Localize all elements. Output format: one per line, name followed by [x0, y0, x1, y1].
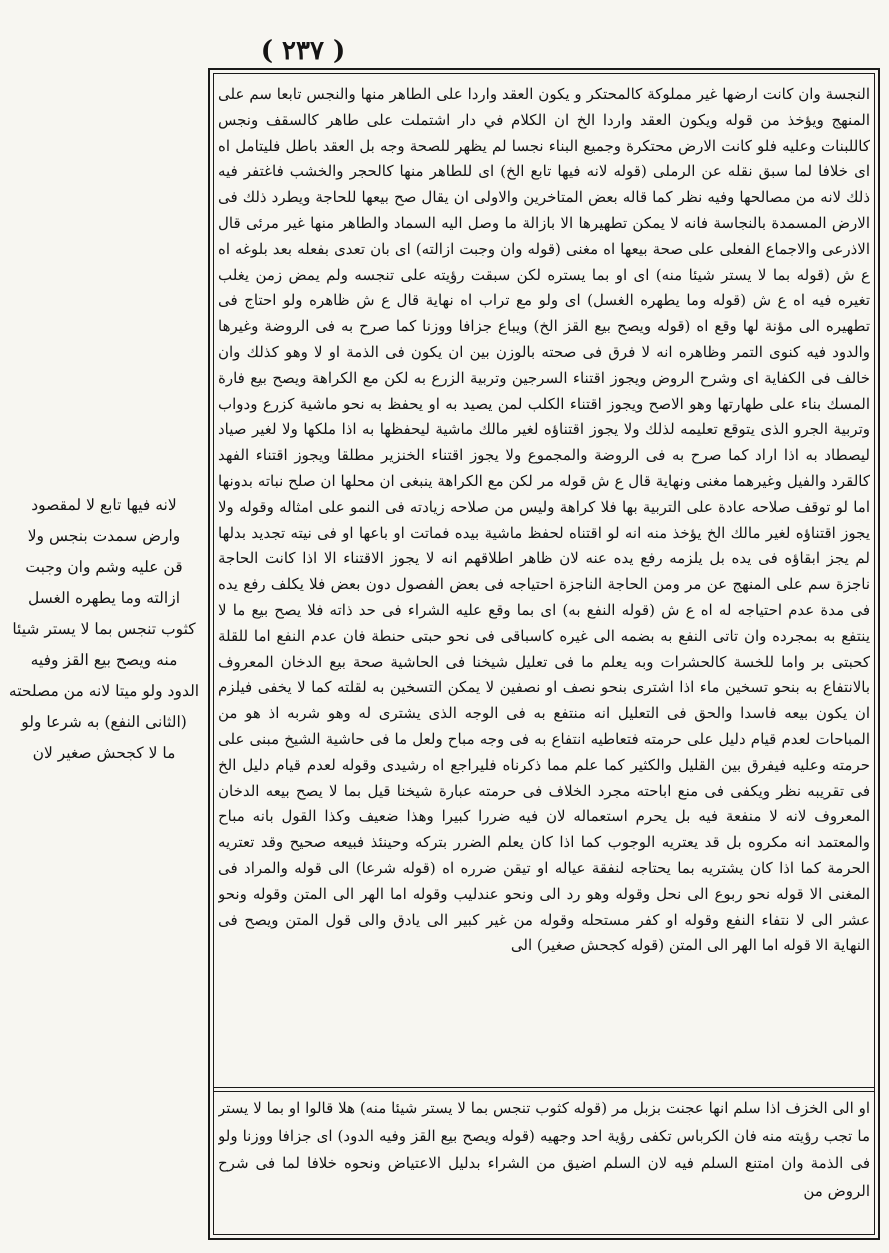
matn-line: وارض سمدت بنجس ولا — [27, 527, 181, 545]
matn-line: لانه فيها تابع لا لمقصود — [31, 496, 177, 514]
footnote-separator-rule — [213, 1087, 875, 1092]
matn-line: ازالته وما يطهره الغسل — [27, 589, 181, 607]
commentary-text-block — [218, 82, 870, 1082]
matn-margin-text — [8, 490, 200, 769]
matn-line: قن عليه وشم وان وجبت — [25, 558, 183, 576]
matn-line: (الثانى النفع) به شرعا ولو — [21, 713, 187, 731]
page-number: ( ٢٣٧ ) — [260, 36, 346, 66]
matn-line: ما لا كجحش صغير لان — [32, 744, 176, 762]
commentary-paragraph: النجسة وان كانت ارضها غير مملوكة كالمحتكر و يكون العقد واردا على الطاهر منها والنجس تابعا سم على المنهج ويؤخذ من قوله ويكون العقد واردا الخ ان الكلام في دار اشتملت على طاهر كالسقف ونجس كاللبنات وعليه فلو كانت الارض محتكرة وجميع البناء نجسا لم يظهر للصحة وجه بل العقد باطل فليتامل اه اى خلافا لما سبق نقله عن الرملى (قوله لانه فيها تابع الخ) اى للطاهر منها كالحجر والخشب فاغتفر فيه ذلك لانه من مصالحها وفيه نظر كما قاله بعض المتاخرين والاولى ان يقال صح بيعها للحاجة ويطرد ذلك فى الارض المسمدة بالنجاسة فانه لا يمكن تطهيرها الا بازالة ما وصل اليه السماد والطاهر منها غير مرئى قال الاذرعى والاجماع الفعلى على صحة بيعها اه مغنى (قوله وان وجبت ازالته) اى بان تعدى بفعله بعد بلوغه اه ع ش (قوله بما لا يستر شيئا منه) اى او بما يستره لكن سبقت رؤيته على تنجسه ولم يمض زمن يغلب تغيره فيه اه ع ش (قوله وما يطهره الغسل) اى ولو مع تراب اه نهاية قال ع ش ظاهره ولو احتاج فى تطهيره الى مؤنة لها وقع اه (قوله ويصح بيع القز الخ) ويباع جزافا ووزنا كما صرح به فى الروضة وغيرها والدود فيه كنوى التمر وظاهره انه لا فرق فى صحته بالوزن بين ان يكون فى الذمة او لا وهو كذلك وان خالف فى الكفاية اى وشرح الروض ويجوز اقتناء السرجين وتربية الزرع به لكن مع الكراهة ويصح بيع فارة المسك بناء على طهارتها وهو الاصح ويجوز اقتناء الكلب لمن يصيد به او يحفظ به نحو ماشية كزرع ودواب وتربية الجرو الذى يتوقع تعليمه لذلك ولا يجوز اقتناؤه لغير مالك ماشية ليحفظها به اذا ملكها ولا لغير صياد ليصطاد به اذا اراد كما صرح به فى الروضة والمجموع ولا يجوز اقتناء الخنزير مطلقا ويجوز اقتناء الفهد كالقرد والفيل وغيرهما مغنى ونهاية قال ع ش قوله مر لكن مع الكراهة ينبغى ان محلها ان صلح نباته بدونها اما لو توقف صلاحه عادة على التربية بها فلا كراهة وليس من صلاحه زيادته فى النمو على امثاله وقوله ولا يجوز اقتناؤه لغير مالك الخ يؤخذ منه انه لو اقتناه لحفظ ماشية بيده فماتت او باعها او فى نيته تجديد بدلها لم يجز ابقاؤه فى يده بل يلزمه رفع يده عنه لان ظاهر اطلاقهم انه لا يجوز الاقتناء الا اذا كانت الحاجة ناجزة سم على المنهج عن مر ومن الحاجة الناجزة احتياجه فى بعض الفصول دون بعض فلا يكلف رفع يده فى مدة عدم احتياجه له اه ع ش (قوله النفع به) اى بما وقع عليه الشراء فى حد ذاته فلا يصح بيع ما لا ينتفع به بمجرده وان تاتى النفع به بضمه الى غيره كاسباقى فى نحو حبتى حنطة فان عدم النفع اما للقلة كحبتى بر واما للخسة كالحشرات وبه يعلم ما فى تعليل شيخنا فى الحاشية صحة بيع الدخان المعروف بالانتفاع به بنحو تسخين ماء اذا اشترى بنحو نصف او نصفين لا يمكن التسخين به لقلته كما لا يخفى فيلزم ان يكون بيعه فاسدا والحق فى التعليل انه منتفع به فى الوجه الذى يشترى له وهو شربه اذ هو من المباحات لعدم قيام دليل على حرمته فتعاطيه انتفاع به فى وجه مباح ولعل ما فى حاشية الشيخ مبنى على حرمته وعليه فيفرق بين القليل والكثير كما علم مما ذكرناه فليراجع اه رشيدى وقوله لعدم قيام دليل الخ فى تقريبه نظر ويكفى فى منع اباحته مجرد الخلاف فى حرمته عبارة شيخنا قيل بما لا يصح بيعه الدخان المعروف لانه لا منفعة فيه بل يحرم استعماله لان فيه ضررا كبيرا وهذا ضعيف وكذا القول بانه مباح والمعتمد انه مكروه بل قد يعتريه الوجوب كما اذا كان يعلم الضرر بتركه وحينئذ فبيعه صحيح وقد تعتريه الحرمة كما اذا كان يشتريه بما يحتاجه لنفقة عياله او تيقن ضرره اه (قوله شرعا) الى قوله والمراد فى المغنى الا قوله نحو ربوع الى نحل وقوله وهو رد الى ونحو عندليب وقوله اما الهر الى المتن وقوله ونحو عشر الى لا نتفاء النفع وقوله او كفر مستحله وقوله من غير كبير الى يادق والى قول المتن ويصح فى النهاية الا قوله اما الهر الى المتن (قوله كجحش صغير) الى — [218, 85, 870, 955]
matn-line: منه ويصح بيع القز وفيه — [30, 651, 178, 669]
marginal-gloss-footer: او الى الخزف اذا سلم انها عجنت بزبل مر (قوله كثوب تنجس بما لا يستر شيئا منه) هلا قالوا او بما لا يستر ما تجب رؤيته منه فان الكرباس تكفى رؤية احد وجهيه (قوله ويصح بيع القز وفيه الدود) اى جزافا ووزنا ولو فى الذمة وان امتنع السلم فيه لان السلم اضيق من الشراء بدليل الاعتياض ونحوه خلافا لما فى شرح الروض من — [218, 1099, 870, 1200]
matn-line: كثوب تنجس بما لا يستر شيئا — [12, 620, 196, 638]
matn-line: الدود ولو ميتا لانه من مصلحته — [8, 682, 200, 700]
